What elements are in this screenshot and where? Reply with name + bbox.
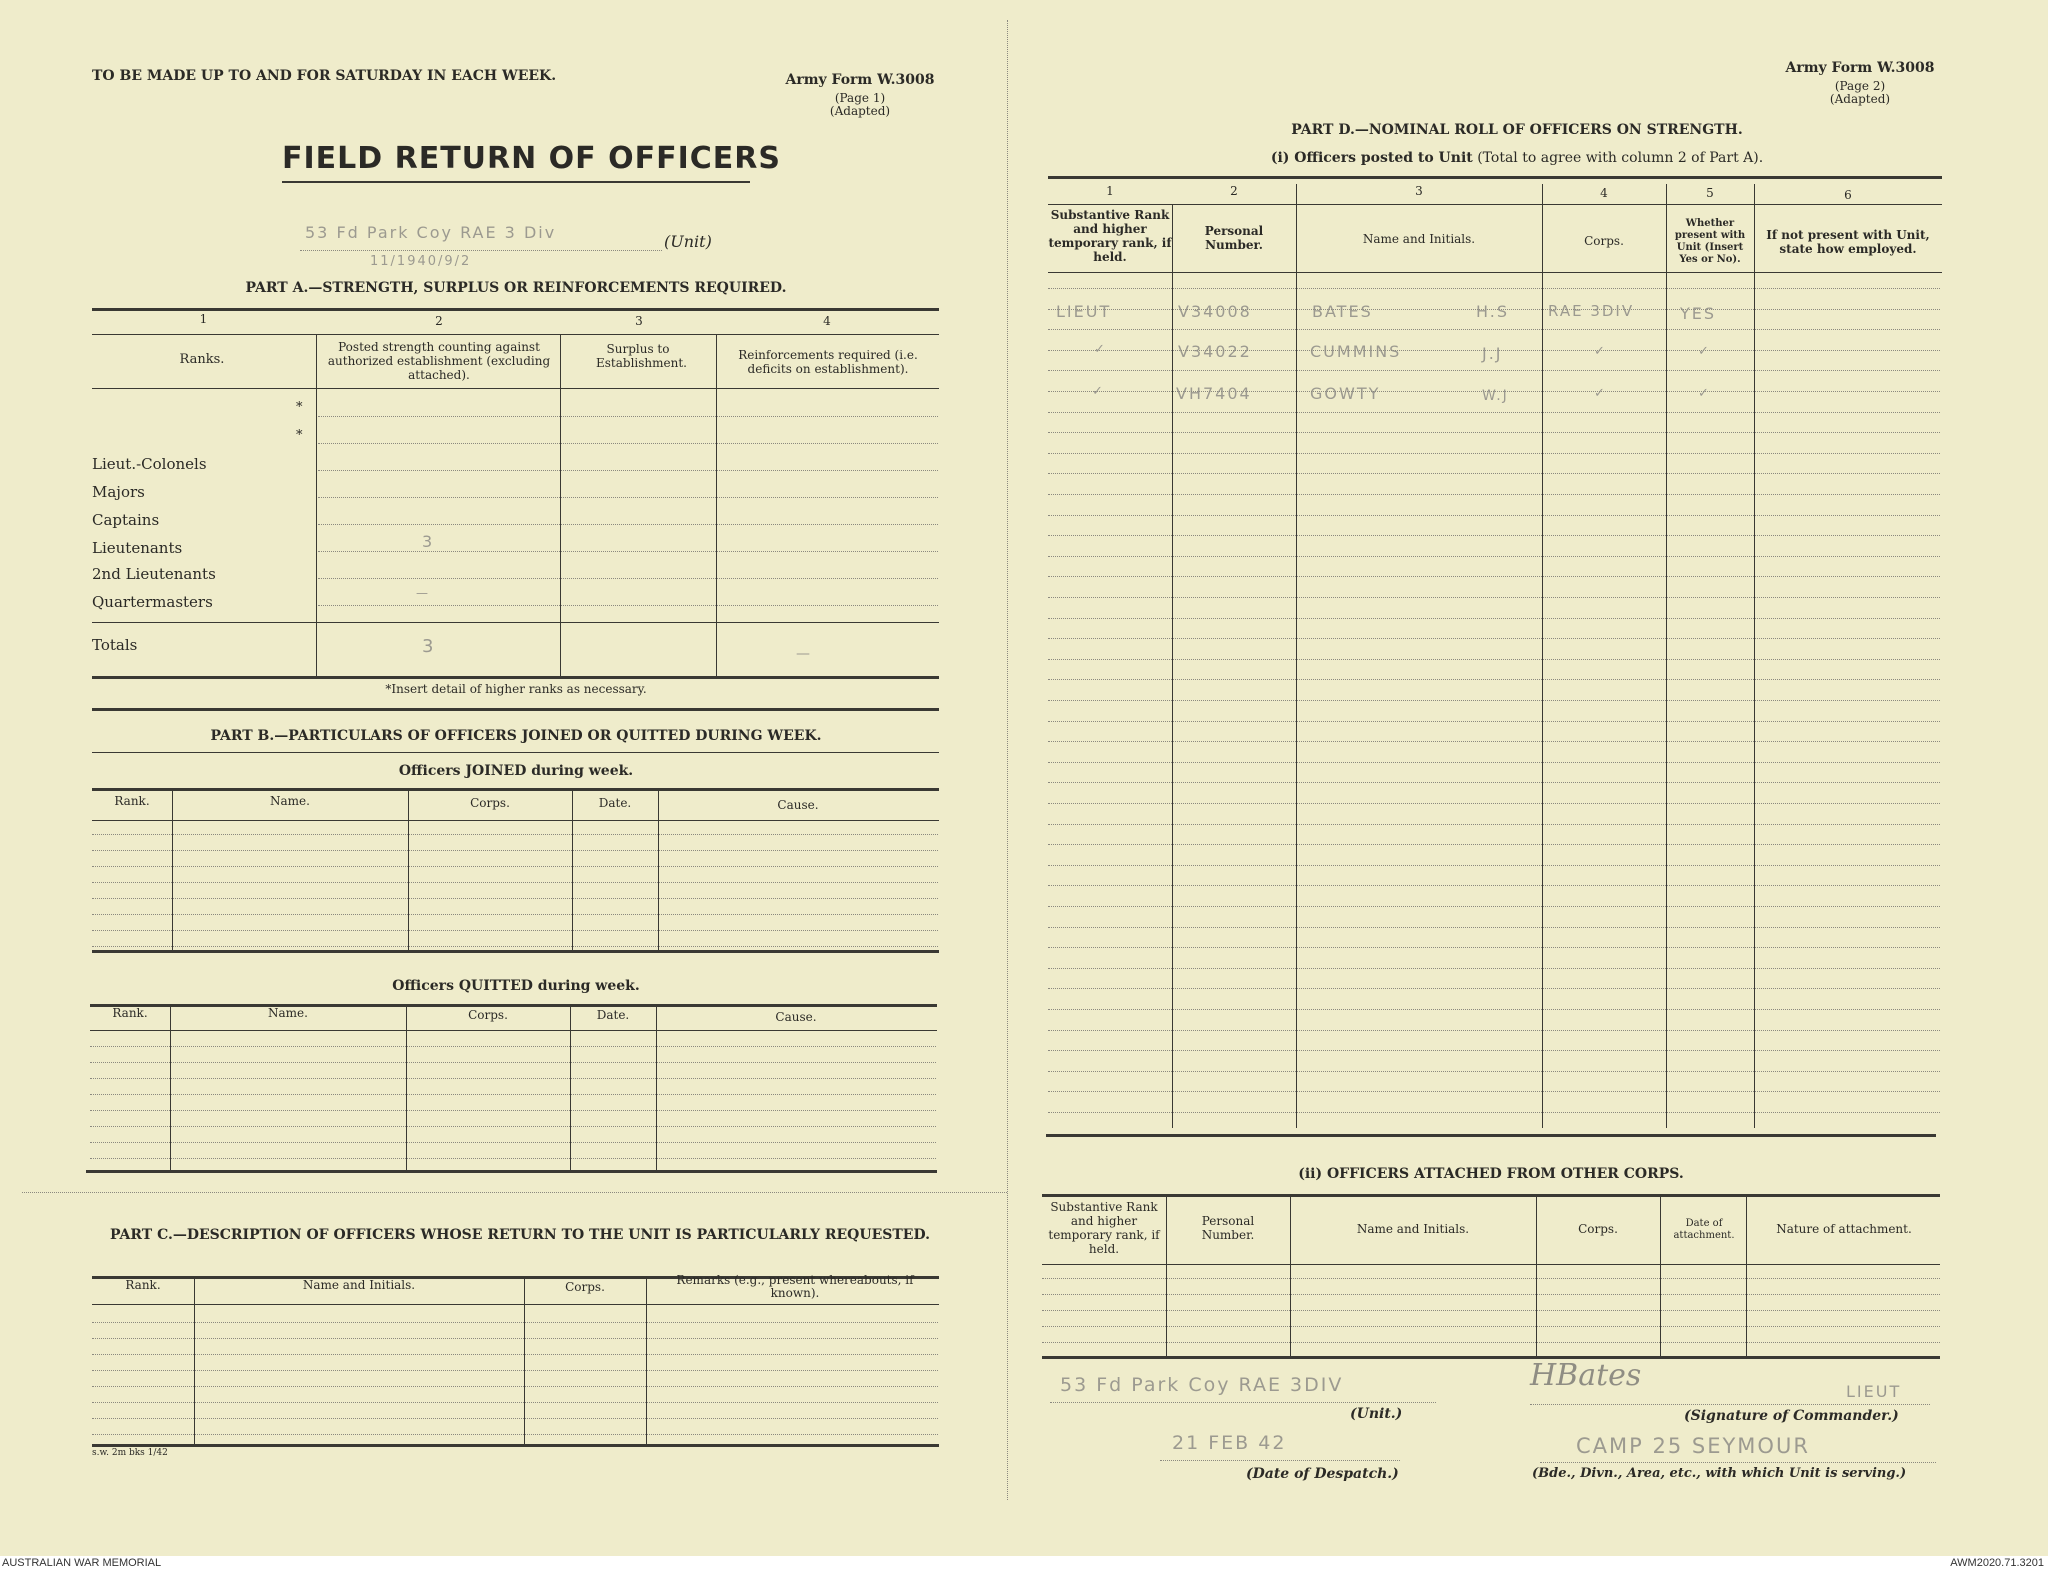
attached-header-rule (1042, 1264, 1940, 1265)
part-d-col-header-corps: Corps. (1584, 234, 1624, 248)
unit-label: (Unit) (664, 232, 712, 251)
ruling-line (1048, 824, 1940, 825)
part-a-col-num-2: 2 (435, 314, 443, 328)
totals-reinforcements: — (796, 646, 812, 662)
ruling-line (1048, 968, 1940, 969)
part-d-vline-3 (1542, 184, 1543, 1128)
rank-captains: Captains (92, 511, 160, 529)
attached-heading: (ii) OFFICERS ATTACHED FROM OTHER CORPS. (1298, 1166, 1684, 1182)
despatch-date-label: (Date of Despatch.) (1246, 1466, 1399, 1482)
attached-vline-2 (1290, 1194, 1291, 1356)
officer-rank: LIEUT (1056, 302, 1112, 321)
star-2: * (296, 428, 303, 443)
ruling-line (92, 1402, 938, 1403)
totals-label: Totals (92, 636, 138, 654)
joined-col-name: Name. (270, 794, 310, 808)
part-a-footnote: *Insert detail of higher ranks as necessary. (385, 682, 647, 696)
joined-header-rule (92, 820, 939, 821)
joined-vline-3 (572, 788, 573, 950)
part-d-col-num-5: 5 (1706, 186, 1714, 200)
quartermasters-mark: — (416, 586, 430, 600)
ruling-line (1042, 1294, 1940, 1295)
ruling-line (1048, 350, 1940, 351)
commander-signature: HBates (1530, 1358, 1642, 1393)
joined-col-rank: Rank. (114, 794, 150, 808)
part-c-col-name: Name and Initials. (302, 1278, 416, 1292)
ruling-line (1042, 1326, 1940, 1327)
ruling-line (1048, 515, 1940, 516)
unit-reference: 11/1940/9/2 (370, 254, 472, 269)
ruling-line (1048, 453, 1940, 454)
quitted-col-rank: Rank. (112, 1006, 148, 1020)
part-d-col-header-number: Personal Number. (1204, 224, 1264, 252)
ruling-line (1048, 762, 1940, 763)
attached-vline-4 (1660, 1194, 1661, 1356)
part-d-vline-2 (1296, 184, 1297, 1128)
ruling-line (90, 1158, 936, 1159)
officer-initials: J.J (1482, 344, 1503, 363)
part-d-col-num-2: 2 (1230, 184, 1238, 198)
ruling-line (1048, 309, 1940, 310)
attached-bottom-rule (1042, 1356, 1940, 1359)
ruling-line (1042, 1310, 1940, 1311)
officer-corps: ✓ (1594, 386, 1607, 401)
part-a-bottom-rule (92, 676, 939, 679)
part-a-footnote-rule (92, 708, 939, 711)
part-c-header-rule (92, 1304, 939, 1305)
joined-vline-1 (172, 788, 173, 950)
form-page: (Page 1) (834, 91, 886, 105)
form-id-right: Army Form W.3008 (1785, 60, 1935, 76)
ruling-line (1042, 1278, 1940, 1279)
ruling-line (92, 930, 938, 931)
ruling-line (1048, 1050, 1940, 1051)
officer-name: GOWTY (1310, 384, 1381, 403)
part-a-vline-1 (316, 334, 317, 676)
part-a-col-num-1: 1 (199, 312, 208, 326)
part-d-bottom-rule (1046, 1134, 1936, 1137)
joined-col-corps: Corps. (470, 796, 510, 810)
attached-top-rule (1042, 1194, 1940, 1197)
signoff-unit-line (1050, 1402, 1436, 1403)
ruling-line (1048, 535, 1940, 536)
footer-institution: AUSTRALIAN WAR MEMORIAL (2, 1557, 162, 1569)
joined-top-rule (92, 788, 939, 791)
quitted-vline-4 (656, 1004, 657, 1170)
ruling-line (318, 443, 938, 444)
title-underline (282, 181, 750, 183)
location-label: (Bde., Divn., Area, etc., with which Unit is serving.) (1532, 1466, 1907, 1481)
part-c-heading: PART C.—DESCRIPTION OF OFFICERS WHOSE RETURN TO THE UNIT IS PARTICULARLY REQUESTED. (110, 1227, 930, 1243)
part-a-col-header-reinf: Reinforcements required (i.e. deficits on establishment). (738, 348, 918, 376)
print-code: s.w. 2m bks 1/42 (92, 1448, 168, 1458)
ruling-line (318, 605, 938, 606)
ruling-line (90, 1142, 936, 1143)
part-c-bottom-rule (92, 1444, 939, 1447)
location-line (1540, 1462, 1936, 1463)
officer-corps: ✓ (1594, 344, 1607, 359)
ruling-line (1048, 659, 1940, 660)
attached-col-date: Date of attachment. (1673, 1218, 1735, 1241)
ruling-line (1048, 700, 1940, 701)
attached-col-number: Personal Number. (1201, 1214, 1255, 1242)
officer-number: VH7404 (1176, 384, 1252, 403)
rank-2nd-lieutenants: 2nd Lieutenants (92, 565, 216, 583)
ruling-line (1048, 906, 1940, 907)
quitted-col-date: Date. (596, 1008, 630, 1022)
attached-col-rank: Substantive Rank and higher temporary rank, if held. (1048, 1200, 1160, 1256)
part-a-col-num-3: 3 (635, 314, 643, 328)
ruling-line (1048, 432, 1940, 433)
ruling-line (92, 1354, 938, 1355)
ruling-line (1048, 391, 1940, 392)
quitted-col-name: Name. (268, 1006, 308, 1020)
ruling-line (1048, 329, 1940, 330)
rank-majors: Majors (92, 483, 145, 501)
part-b-heading: PART B.—PARTICULARS OF OFFICERS JOINED OR QUITTED DURING WEEK. (210, 728, 822, 744)
quitted-vline-1 (170, 1004, 171, 1170)
part-b-top-rule (92, 752, 939, 753)
part-d-col-header-present: Whether present with Unit (Insert Yes or No). (1674, 218, 1746, 265)
ruling-line (92, 1418, 938, 1419)
part-d-col-header-employed: If not present with Unit, state how employed. (1766, 228, 1930, 256)
officer-initials: W.J (1482, 388, 1509, 404)
part-d-col-header-name: Name and Initials. (1362, 232, 1476, 246)
joined-vline-4 (658, 788, 659, 950)
part-a-col-header-ranks: Ranks. (179, 352, 225, 367)
ruling-line (92, 1370, 938, 1371)
officer-present: ✓ (1698, 386, 1711, 401)
part-d-top-rule (1048, 176, 1942, 179)
part-d-num-rule (1048, 204, 1942, 205)
part-d-subheading (1046, 150, 1988, 166)
officer-rank: ✓ (1092, 384, 1105, 399)
ruling-line (318, 578, 938, 579)
page-title: FIELD RETURN OF OFFICERS (282, 141, 781, 176)
ruling-line (318, 470, 938, 471)
officer-initials: H.S (1476, 302, 1509, 321)
officer-present: YES (1680, 304, 1717, 323)
part-d-col-num-1: 1 (1106, 184, 1114, 198)
ruling-line (1048, 597, 1940, 598)
ruling-line (1048, 679, 1940, 680)
ruling-line (318, 524, 938, 525)
part-d-vline-4 (1666, 184, 1667, 1128)
ruling-line (1048, 782, 1940, 783)
joined-heading: Officers JOINED during week. (398, 763, 634, 779)
signoff-unit-label: (Unit.) (1350, 1406, 1403, 1422)
ruling-line (318, 416, 938, 417)
ruling-line (1048, 865, 1940, 866)
part-c-col-remarks: Remarks (e.g., present whereabouts, if known). (676, 1273, 914, 1300)
part-c-col-rank: Rank. (125, 1278, 161, 1292)
attached-col-nature: Nature of attachment. (1776, 1222, 1912, 1236)
totals-posted: 3 (422, 636, 436, 657)
signature-label: (Signature of Commander.) (1684, 1408, 1899, 1424)
unit-line (300, 250, 662, 251)
attached-col-name: Name and Initials. (1356, 1222, 1470, 1236)
part-a-totals-rule (92, 622, 939, 623)
footer-accession: AWM2020.71.3201 (1950, 1557, 2044, 1569)
ruling-line (1042, 1342, 1940, 1343)
officer-rank: ✓ (1094, 342, 1107, 357)
part-a-col-header-surplus: Surplus to Establishment. (596, 342, 687, 370)
ruling-line (318, 551, 938, 552)
ruling-line (92, 866, 938, 867)
quitted-heading: Officers QUITTED during week. (392, 978, 640, 994)
quitted-vline-2 (406, 1004, 407, 1170)
form-adapted: (Adapted) (829, 104, 891, 118)
ruling-line (1048, 988, 1940, 989)
rank-quartermasters: Quartermasters (92, 593, 213, 611)
quitted-vline-3 (570, 1004, 571, 1170)
ruling-line (1048, 1091, 1940, 1092)
part-c-col-corps: Corps. (565, 1280, 605, 1294)
joined-vline-2 (408, 788, 409, 950)
ruling-line (90, 1126, 936, 1127)
part-a-heading: PART A.—STRENGTH, SURPLUS OR REINFORCEMENTS REQUIRED. (245, 280, 787, 296)
officer-number: V34008 (1178, 302, 1252, 321)
signature-line (1530, 1404, 1930, 1405)
despatch-date-value: 21 FEB 42 (1172, 1432, 1287, 1454)
ruling-line (1048, 803, 1940, 804)
part-d-col-header-rank: Substantive Rank and higher temporary rank, if held. (1048, 208, 1172, 264)
ruling-line (92, 882, 938, 883)
quitted-col-corps: Corps. (468, 1008, 508, 1022)
part-a-col-header-posted: Posted strength counting against authorized establishment (excluding attached). (327, 340, 551, 382)
ruling-line (1048, 412, 1940, 413)
part-a-vline-3 (716, 334, 717, 676)
sub-i-note: (Total to agree with column 2 of Part A). (1477, 150, 1764, 166)
form-id: Army Form W.3008 (785, 72, 935, 88)
ruling-line (1048, 1112, 1940, 1113)
officer-name: BATES (1312, 302, 1373, 321)
quitted-header-rule (90, 1030, 937, 1031)
quitted-col-cause: Cause. (775, 1010, 817, 1024)
ruling-line (90, 1094, 936, 1095)
joined-bottom-rule (92, 950, 939, 953)
page-fold (1007, 20, 1008, 1500)
ruling-line (1048, 556, 1940, 557)
ruling-line (1048, 618, 1940, 619)
officer-corps: RAE 3DIV (1548, 302, 1635, 320)
location-value: CAMP 25 SEYMOUR (1576, 1434, 1810, 1458)
ruling-line (1048, 927, 1940, 928)
rank-lieut-colonels: Lieut.-Colonels (92, 455, 207, 473)
part-d-heading: PART D.—NOMINAL ROLL OF OFFICERS ON STRENGTH. (1291, 122, 1743, 138)
ruling-line (90, 1062, 936, 1063)
part-d-header-rule (1048, 272, 1942, 273)
ruling-line (1048, 1030, 1940, 1031)
ruling-line (92, 898, 938, 899)
officer-number: V34022 (1178, 342, 1252, 361)
ruling-line (92, 850, 938, 851)
ruling-line (92, 1338, 938, 1339)
part-a-header-rule (92, 388, 939, 389)
part-d-vline-1 (1172, 204, 1173, 1128)
part-a-col-num-4: 4 (823, 314, 831, 328)
form-adapted-right: (Adapted) (1829, 92, 1891, 106)
signoff-unit-value: 53 Fd Park Coy RAE 3DIV (1060, 1374, 1344, 1396)
ruling-line (1048, 473, 1940, 474)
despatch-date-line (1160, 1460, 1400, 1461)
ruling-line (92, 1434, 938, 1435)
ruling-line (92, 946, 938, 947)
part-d-col-num-6: 6 (1844, 188, 1852, 202)
perforation-line (22, 1192, 1007, 1193)
part-a-num-rule (92, 334, 939, 335)
commander-rank: LIEUT (1846, 1382, 1902, 1401)
ruling-line (1048, 1071, 1940, 1072)
lieutenants-posted: 3 (422, 532, 435, 551)
attached-vline-3 (1536, 1194, 1537, 1356)
ruling-line (1048, 288, 1940, 289)
part-a-vline-2 (560, 334, 561, 676)
ruling-line (90, 1078, 936, 1079)
ruling-line (92, 1386, 938, 1387)
ruling-line (92, 914, 938, 915)
ruling-line (90, 1110, 936, 1111)
unit-value: 53 Fd Park Coy RAE 3 Div (305, 223, 557, 242)
ruling-line (1048, 370, 1940, 371)
ruling-line (92, 834, 938, 835)
joined-col-date: Date. (598, 796, 632, 810)
ruling-line (318, 497, 938, 498)
attached-vline-1 (1166, 1194, 1167, 1356)
weekly-instruction: TO BE MADE UP TO AND FOR SATURDAY IN EACH WEEK. (92, 68, 557, 84)
ruling-line (1048, 741, 1940, 742)
part-a-top-rule (92, 308, 939, 311)
part-d-vline-5 (1754, 184, 1755, 1128)
ruling-line (1048, 576, 1940, 577)
officer-present: ✓ (1698, 344, 1711, 359)
ruling-line (1048, 638, 1940, 639)
attached-vline-5 (1746, 1194, 1747, 1356)
form-page-right: (Page 2) (1834, 79, 1886, 93)
attached-col-corps: Corps. (1578, 1222, 1618, 1236)
ruling-line (1048, 844, 1940, 845)
ruling-line (1048, 494, 1940, 495)
ruling-line (92, 1322, 938, 1323)
ruling-line (1048, 721, 1940, 722)
ruling-line (1048, 885, 1940, 886)
sub-i-label: (i) Officers posted to Unit (1270, 150, 1473, 166)
ruling-line (1048, 947, 1940, 948)
part-d-col-num-3: 3 (1415, 184, 1423, 198)
quitted-bottom-rule (86, 1170, 937, 1173)
part-d-col-num-4: 4 (1600, 186, 1608, 200)
rank-lieutenants: Lieutenants (92, 539, 183, 557)
joined-col-cause: Cause. (777, 798, 819, 812)
officer-name: CUMMINS (1310, 342, 1402, 361)
star-1: * (296, 400, 303, 415)
ruling-line (1048, 1009, 1940, 1010)
ruling-line (90, 1046, 936, 1047)
